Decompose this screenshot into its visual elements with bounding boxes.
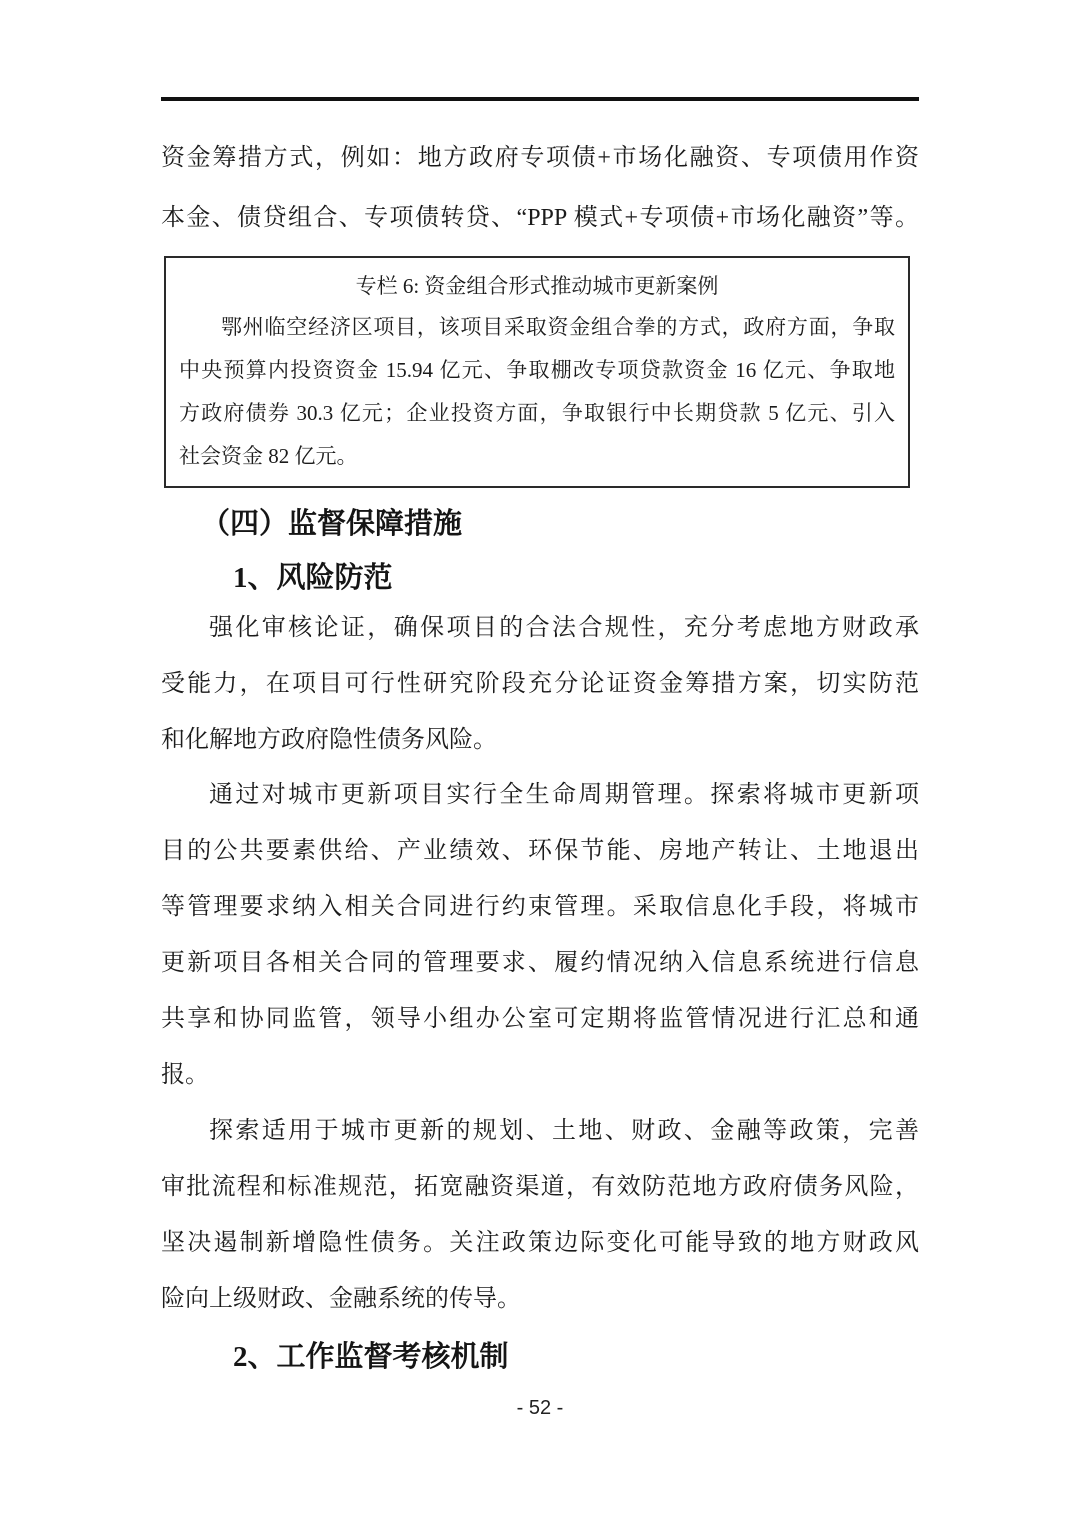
text-line: 本金、债贷组合、专项债转贷、“PPP 模式+专项债+市场化融资”等。 bbox=[161, 205, 919, 231]
callout-text-line: 方政府债券 30.3 亿元；企业投资方面，争取银行中长期贷款 5 亿元、引入 bbox=[179, 401, 895, 425]
intro-paragraph bbox=[161, 128, 919, 248]
text-line: 共享和协同监管，领导小组办公室可定期将监管情况进行汇总和通 bbox=[161, 1006, 919, 1032]
paragraph-risk-1 bbox=[161, 600, 919, 768]
header-rule bbox=[161, 97, 919, 101]
text-line: 通过对城市更新项目实行全生命周期管理。探索将城市更新项 bbox=[209, 782, 919, 808]
text-line: 强化审核论证，确保项目的合法合规性，充分考虑地方财政承 bbox=[209, 615, 919, 641]
subsection-heading-wrap bbox=[161, 1338, 919, 1376]
text-line: 资金筹措方式，例如：地方政府专项债+市场化融资、专项债用作资 bbox=[161, 145, 919, 171]
paragraph-risk-3 bbox=[161, 1103, 919, 1327]
subsection-heading-risk: 1、风险防范 bbox=[233, 562, 393, 594]
text-line: 探索适用于城市更新的规划、土地、财政、金融等政策，完善 bbox=[209, 1118, 919, 1144]
callout-box-title: 专栏 6: 资金组合形式推动城市更新案例 bbox=[355, 274, 719, 298]
text-line: 审批流程和标准规范，拓宽融资渠道，有效防范地方政府债务风险， bbox=[161, 1174, 919, 1200]
text-line: 等管理要求纳入相关合同进行约束管理。采取信息化手段，将城市 bbox=[161, 894, 919, 920]
section-heading-wrap bbox=[161, 505, 919, 543]
callout-text-line: 鄂州临空经济区项目，该项目采取资金组合拳的方式，政府方面，争取 bbox=[221, 315, 895, 339]
subsection-heading-supervision: 2、工作监督考核机制 bbox=[233, 1341, 509, 1373]
text-line: 险向上级财政、金融系统的传导。 bbox=[161, 1286, 521, 1312]
text-line: 坚决遏制新增隐性债务。关注政策边际变化可能导致的地方财政风 bbox=[161, 1230, 919, 1256]
text-line: 更新项目各相关合同的管理要求、履约情况纳入信息系统进行信息 bbox=[161, 950, 919, 976]
callout-box bbox=[164, 256, 910, 488]
page-number: - 52 - bbox=[516, 1397, 564, 1419]
text-line: 和化解地方政府隐性债务风险。 bbox=[161, 727, 497, 753]
subsection-heading-wrap bbox=[161, 559, 919, 597]
paragraph-risk-2 bbox=[161, 767, 919, 1103]
text-line: 报。 bbox=[161, 1062, 209, 1088]
callout-text-line: 社会资金 82 亿元。 bbox=[179, 444, 358, 468]
callout-text-line: 中央预算内投资资金 15.94 亿元、争取棚改专项贷款资金 16 亿元、争取地 bbox=[179, 358, 895, 382]
text-line: 受能力，在项目可行性研究阶段充分论证资金筹措方案，切实防范 bbox=[161, 671, 919, 697]
text-line: 目的公共要素供给、产业绩效、环保节能、房地产转让、土地退出 bbox=[161, 838, 919, 864]
section-heading: （四）监督保障措施 bbox=[201, 508, 463, 540]
